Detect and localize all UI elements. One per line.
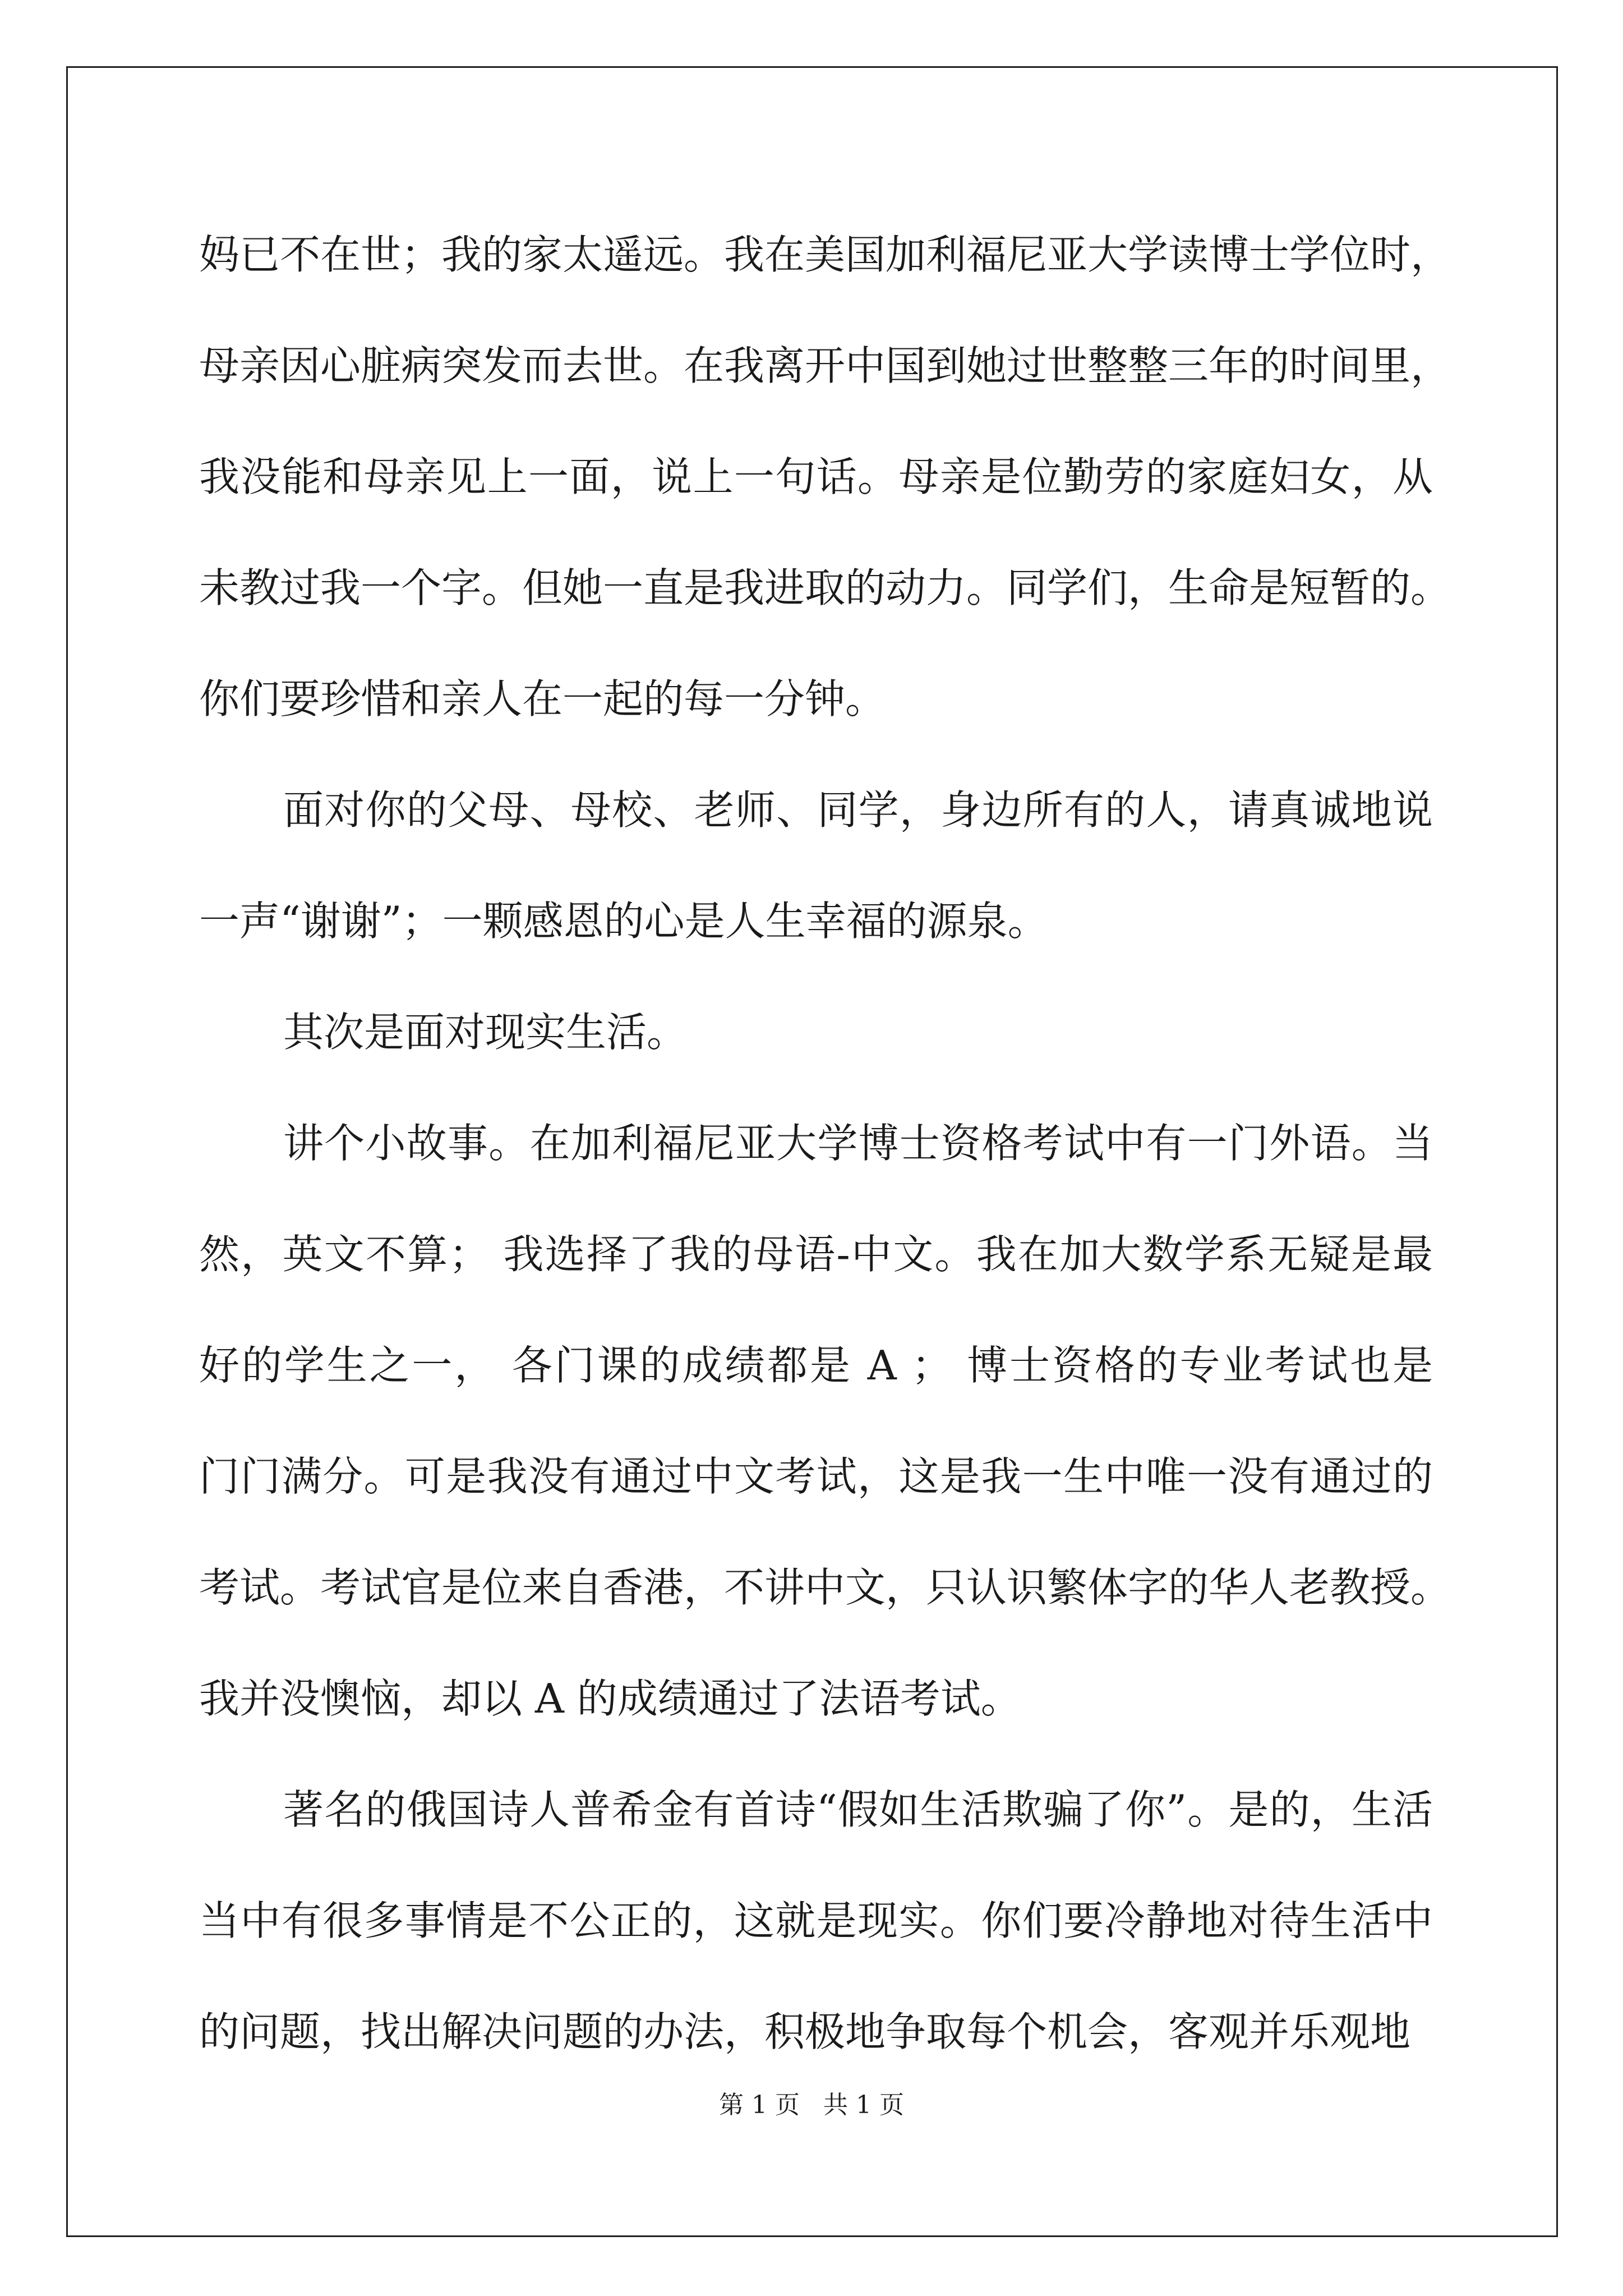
paragraph (199, 1754, 1433, 2087)
paragraph (199, 977, 1433, 1088)
text-line: 好的学生之一， 各门课的成绩都是 A ； 博士资格的专业考试也是 (199, 1342, 1433, 1389)
paragraph (199, 754, 1433, 977)
text-line: 考试。考试官是位来自香港，不讲中文，只认识繁体字的华人老教授。 (199, 1564, 1451, 1611)
text-line: 然，英文不算； 我选择了我的母语-中文。我在加大数学系无疑是最 (199, 1231, 1433, 1278)
text-line: 我没能和母亲见上一面，说上一句话。母亲是位勤劳的家庭妇女，从 (199, 453, 1433, 500)
page-footer: 第 1 页 共 1 页 (719, 2091, 904, 2119)
text-line: 我并没懊恼，却以 A 的成绩通过了法语考试。 (199, 1675, 1021, 1722)
text-line: 当中有很多事情是不公正的，这就是现实。你们要冷静地对待生活中 (199, 1897, 1433, 1944)
text-line: 面对你的父母、母校、老师、同学，身边所有的人，请真诚地说 (283, 786, 1433, 834)
text-line: 一声“谢谢”；一颗感恩的心是人生幸福的源泉。 (199, 898, 1048, 945)
text-line: 妈已不在世；我的家太遥远。我在美国加利福尼亚大学读博士学位时， (199, 231, 1451, 278)
text-line: 其次是面对现实生活。 (283, 1009, 688, 1056)
text-line: 讲个小故事。在加利福尼亚大学博士资格考试中有一门外语。当 (283, 1120, 1433, 1167)
text-line: 你们要珍惜和亲人在一起的每一分钟。 (199, 675, 886, 723)
paragraph (199, 1088, 1451, 1754)
paragraph (199, 199, 1451, 754)
text-line: 未教过我一个字。但她一直是我进取的动力。同学们，生命是短暂的。 (199, 564, 1451, 611)
text-line: 著名的俄国诗人普希金有首诗“假如生活欺骗了你”。是的，生活 (283, 1786, 1433, 1833)
text-line: 母亲因心脏病突发而去世。在我离开中国到她过世整整三年的时间里， (199, 342, 1451, 389)
document-body (199, 199, 1451, 2087)
text-line: 的问题，找出解决问题的办法，积极地争取每个机会，客观并乐观地 (199, 2008, 1411, 2055)
text-line: 门门满分。可是我没有通过中文考试，这是我一生中唯一没有通过的 (199, 1453, 1433, 1500)
